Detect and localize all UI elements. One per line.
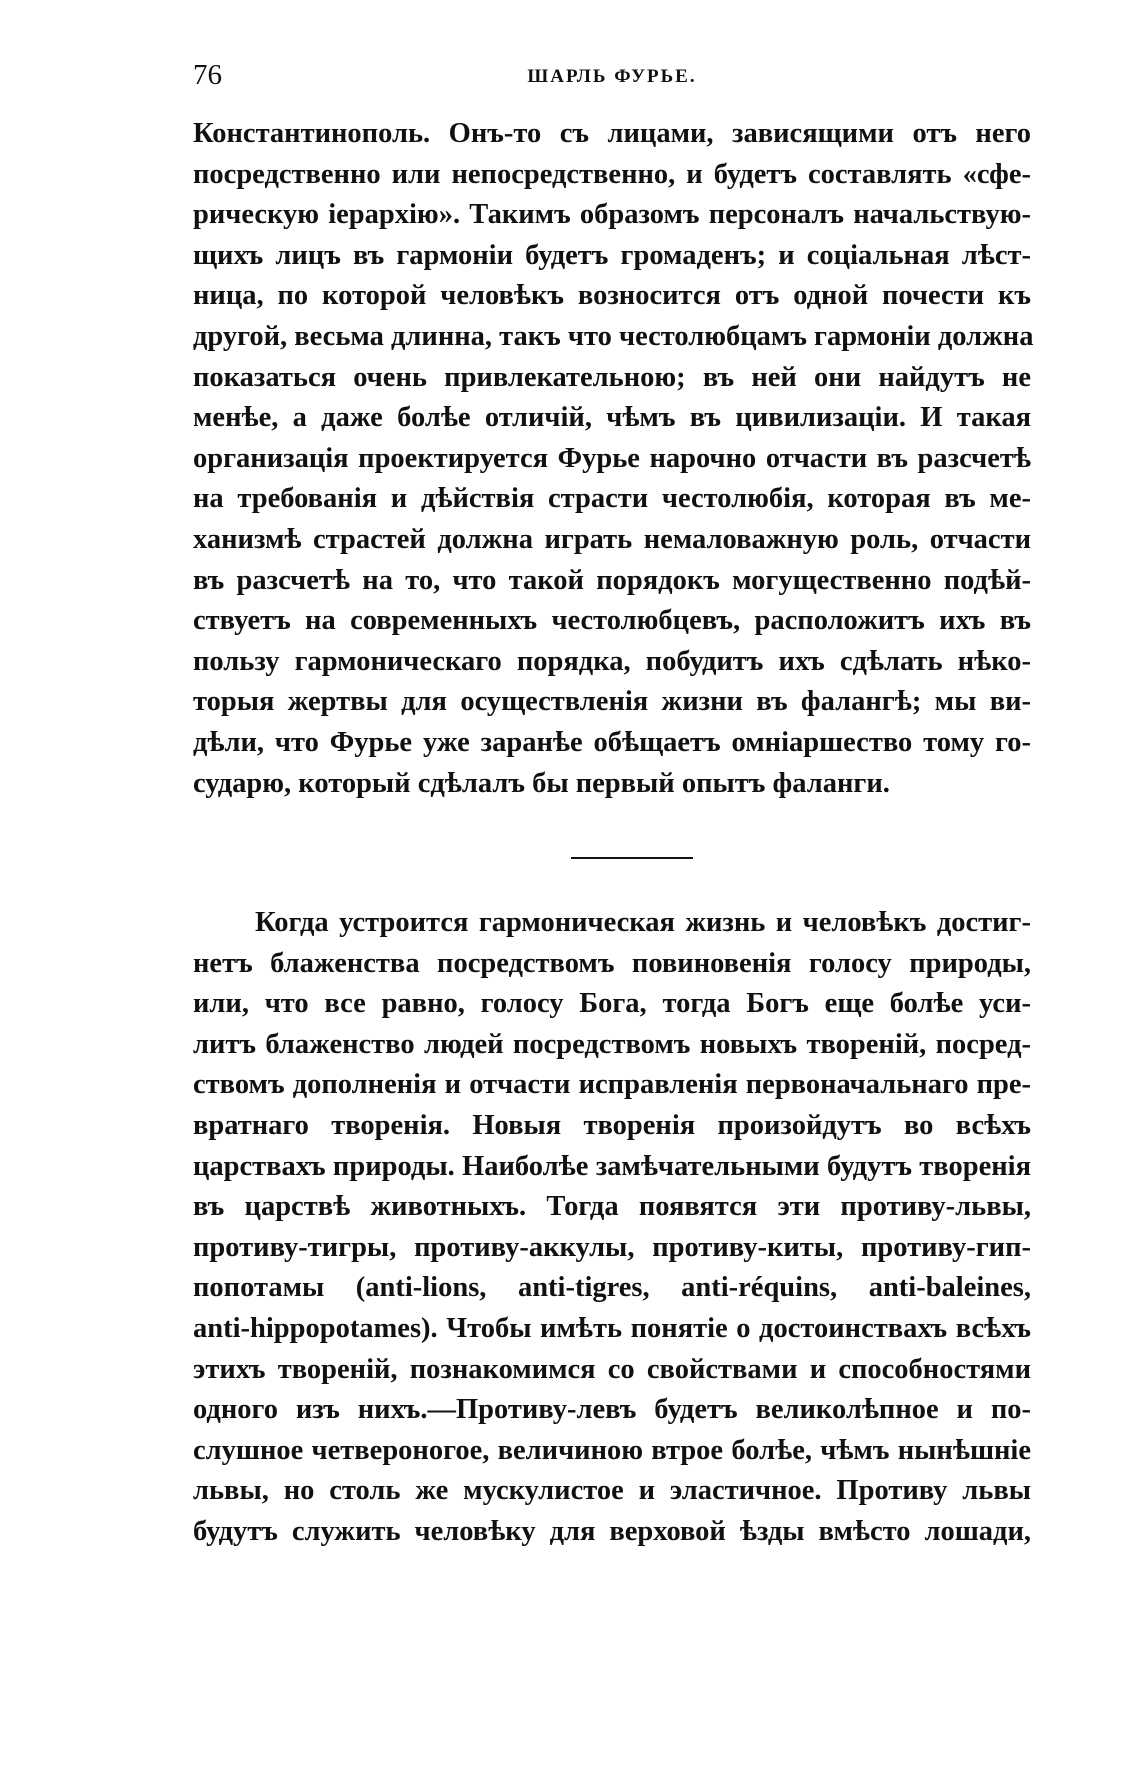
text-line: слушное четвероногое, величиною втрое болѣе, чѣмъ нынѣшніе: [193, 1434, 1031, 1466]
text-line: или, что все равно, голосу Бога, тогда Богъ еще болѣе уси-: [193, 988, 1031, 1020]
text-line: сударю, который сдѣлалъ бы первый опытъ фаланги.: [193, 767, 890, 799]
text-line: торыя жертвы для осуществленія жизни въ фалангѣ; мы ви-: [193, 686, 1031, 718]
text-line: противу-тигры, противу-аккулы, противу-киты, противу-гип-: [193, 1231, 1031, 1263]
text-line: царствахъ природы. Наиболѣе замѣчательными будутъ творенія: [193, 1150, 1031, 1182]
text-line: другой, весьма длинна, такъ что честолюбцамъ гармоніи должна: [193, 320, 1034, 352]
text-line: щихъ лицъ въ гармоніи будетъ громаденъ; и соціальная лѣст-: [193, 239, 1031, 271]
text-line: менѣе, а даже болѣе отличій, чѣмъ въ цивилизаціи. И такая: [193, 402, 1031, 434]
text-line: на требованія и дѣйствія страсти честолюбія, которая въ ме-: [193, 483, 1031, 515]
text-line: въ царствѣ животныхъ. Тогда появятся эти противу-львы,: [193, 1191, 1031, 1223]
paragraph-two: [193, 903, 1031, 1553]
text-line: литъ блаженство людей посредствомъ новыхъ твореній, посред-: [193, 1028, 1031, 1060]
text-line: организація проектируется Фурье нарочно отчасти въ разсчетѣ: [193, 442, 1031, 474]
page-number: 76: [193, 59, 222, 91]
text-line: ница, по которой человѣкъ возносится отъ одной почести къ: [193, 280, 1031, 312]
text-line: нетъ блаженства посредствомъ повиновенія голосу природы,: [193, 947, 1031, 979]
section-divider: [571, 857, 693, 859]
text-line: одного изъ нихъ.—Противу-левъ будетъ великолѣпное и по-: [193, 1394, 1031, 1426]
paragraph-one: [193, 114, 1034, 804]
page-header: [193, 55, 1031, 95]
text-line: вратнаго творенія. Новыя творенія произойдутъ во всѣхъ: [193, 1109, 1031, 1141]
running-title: ШАРЛЬ ФУРЬЕ.: [527, 66, 697, 87]
text-line: anti-hippopotames). Чтобы имѣть понятіе о достоинствахъ всѣхъ: [193, 1312, 1031, 1344]
text-line: ханизмѣ страстей должна играть немаловажную роль, отчасти: [193, 523, 1031, 555]
text-line: будутъ служить человѣку для верховой ѣзды вмѣсто лошади,: [193, 1515, 1031, 1547]
text-line: львы, но столь же мускулистое и эластичное. Противу львы: [193, 1475, 1031, 1507]
text-line: ствуетъ на современныхъ честолюбцевъ, расположитъ ихъ въ: [193, 605, 1031, 637]
text-line: дѣли, что Фурье уже заранѣе обѣщаетъ омніаршество тому го-: [193, 726, 1031, 758]
text-line: попотамы (anti-lions, anti-tigres, anti-réquins, anti-baleines,: [193, 1272, 1031, 1304]
text-line: пользу гармоническаго порядка, побудитъ ихъ сдѣлать нѣко-: [193, 645, 1031, 677]
text-line: рическую іерархію». Такимъ образомъ персоналъ начальствую-: [193, 199, 1031, 231]
text-line: Когда устроится гармоническая жизнь и человѣкъ достиг-: [255, 907, 1031, 938]
text-line: Константинополь. Онъ-то съ лицами, зависящими отъ него: [193, 118, 1031, 149]
text-line: посредственно или непосредственно, и будетъ составлять «сфе-: [193, 158, 1031, 190]
text-line: въ разсчетѣ на то, что такой порядокъ могущественно подѣй-: [193, 564, 1031, 596]
text-line: показаться очень привлекательною; въ ней они найдутъ не: [193, 361, 1031, 393]
text-line: ствомъ дополненія и отчасти исправленія первоначальнаго пре-: [193, 1069, 1031, 1101]
text-line: этихъ твореній, познакомимся со свойствами и способностями: [193, 1353, 1031, 1385]
